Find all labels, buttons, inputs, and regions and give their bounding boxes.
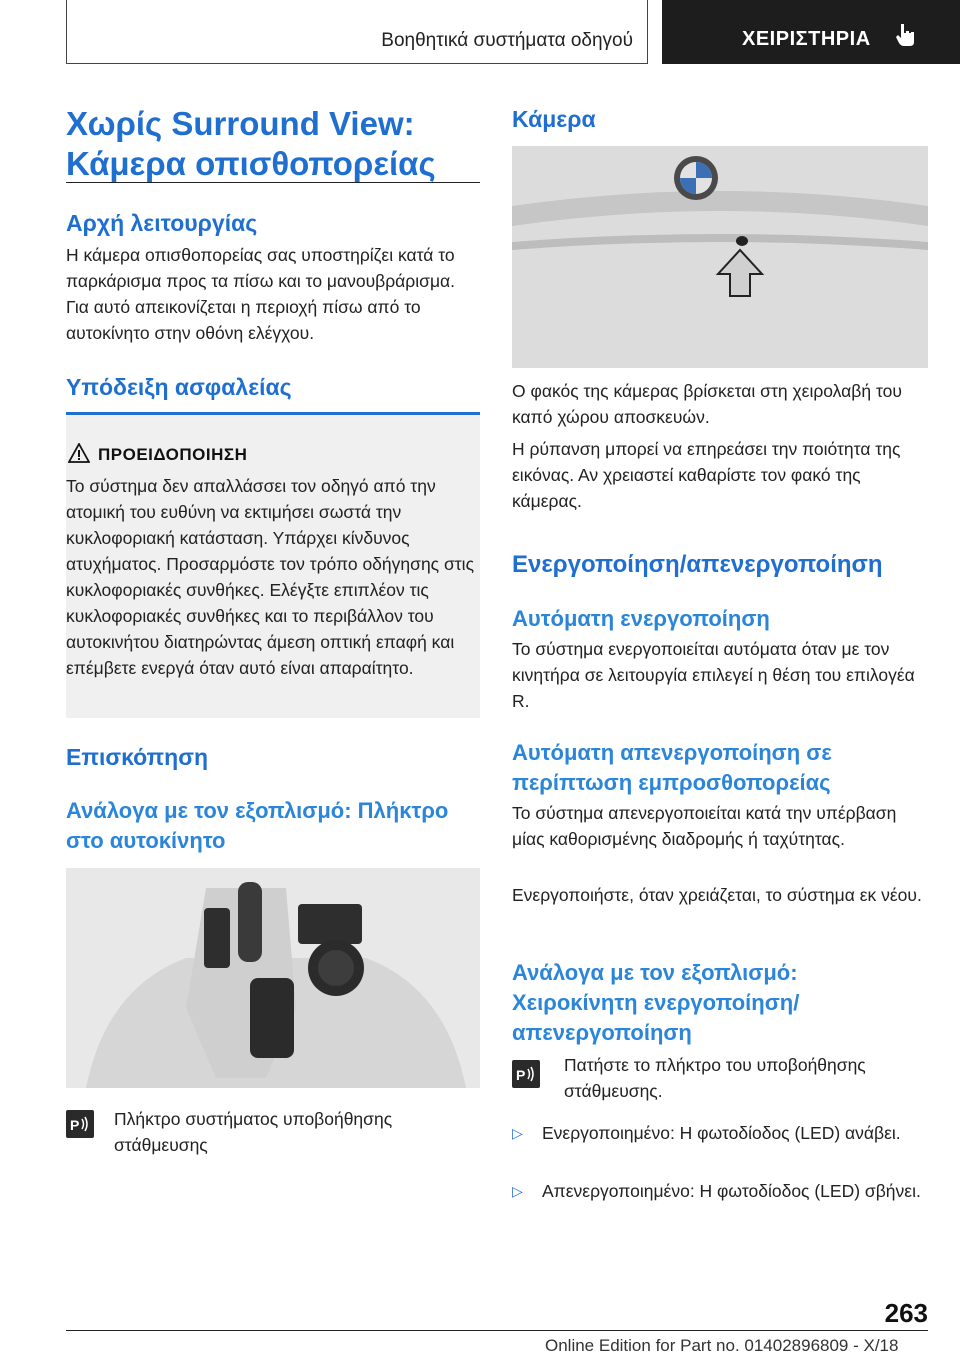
title-divider: [66, 182, 480, 183]
parking-assist-button-icon-2: [512, 1060, 540, 1088]
center-console-illustration: [66, 868, 480, 1088]
warning-box: [66, 412, 480, 718]
principle-text: Η κάμερα οπισθοπορείας σας υποστηρίζει κατά το παρκάρισμα προς τα πίσω και το μανουβράρισμα. Για αυτό απεικονίζεται η περιοχή πίσω από το αυτοκίνητο στην οθόνη ελέγχου.: [66, 245, 456, 343]
parking-assist-button-icon: [66, 1110, 94, 1138]
bullet-led-on: [512, 1120, 928, 1174]
camera-location-image: [512, 146, 928, 368]
equipment-button-heading: Ανάλογα με τον εξοπλισμό: Πλήκτρο στο αυτοκίνητο: [66, 798, 449, 853]
overview-heading: Επισκόπηση: [66, 744, 208, 770]
reactivate-text: Ενεργοποιήστε, όταν χρειάζεται, το σύστημα εκ νέου.: [512, 885, 922, 905]
auto-off-text: Το σύστημα απενεργοποιείται κατά την υπέρβαση μίας καθορισμένης διαδρομής ή ταχύτητας.: [512, 803, 897, 849]
camera-text-2: Η ρύπανση μπορεί να επηρεάσει την ποιότητα της εικόνας. Αν χρειαστεί καθαρίστε τον φακό της κάμερας.: [512, 439, 901, 511]
bullet-led-off: [512, 1178, 928, 1232]
principle-heading: Αρχή λειτουργίας: [66, 210, 258, 236]
section-title: Βοηθητικά συστήματα οδηγού: [381, 30, 633, 51]
camera-text-1: Ο φακός της κάμερας βρίσκεται στη χειρολαβή του καπό χώρου αποσκευών.: [512, 381, 902, 427]
footer-divider: [66, 1330, 928, 1331]
onoff-heading: Ενεργοποίηση/απενεργοποίηση: [512, 551, 883, 578]
center-console-image: [66, 868, 480, 1088]
chapter-tab[interactable]: [662, 0, 960, 64]
edition-footer: Online Edition for Part no. 01402896809 - X/18: [545, 1336, 899, 1355]
svg-text:P: P: [70, 1117, 80, 1133]
bullet-led-off-text: Απενεργοποιημένο: Η φωτοδίοδος (LED) σβήνει.: [542, 1181, 921, 1201]
auto-on-heading: Αυτόματη ενεργοποίηση: [512, 606, 770, 631]
bullet-triangle-icon: ▷: [512, 1183, 523, 1199]
page-number: 263: [884, 1298, 928, 1328]
page-title: Χωρίς Surround View: Κάμερα οπισθοπορείας: [66, 105, 436, 182]
trunk-camera-illustration: [512, 146, 928, 368]
bullet-triangle-icon: ▷: [512, 1125, 523, 1141]
button-caption: Πλήκτρο συστήματος υποβοήθησης στάθμευσης: [114, 1109, 393, 1155]
warning-text: Το σύστημα δεν απαλλάσσει τον οδηγό από την ατομική του ευθύνη να εκτιμήσει σωστά την κυκλοφοριακή κατάσταση. Υπάρχει κίνδυνος ατυχήματος. Προσαρμόστε τον τρόπο οδήγησης στις κυκλοφοριακές συνθήκες. Ελέγξτε επιπλέον τις κυκλοφοριακές συνθήκες και το περιβάλλον του αυτοκινήτου διατηρώντας άμεση οπτική επαφή και επέμβετε ενεργά όταν αυτό είναι απαραίτητο.: [66, 476, 475, 678]
camera-heading: Κάμερα: [512, 106, 596, 132]
warning-title: ΠΡΟΕΙΔΟΠΟΙΗΣΗ: [98, 445, 248, 464]
header-section-box: [66, 0, 648, 64]
svg-text:P: P: [516, 1067, 526, 1083]
chapter-label: ΧΕΙΡΙΣΤΗΡΙΑ: [742, 28, 871, 50]
warning-triangle-icon: [68, 443, 90, 463]
safety-heading: Υπόδειξη ασφαλείας: [66, 374, 292, 400]
bullet-led-on-text: Ενεργοποιημένο: Η φωτοδίοδος (LED) ανάβει.: [542, 1123, 901, 1143]
auto-on-text: Το σύστημα ενεργοποιείται αυτόματα όταν με τον κινητήρα σε λειτουργία επιλεγεί η θέση του επιλογέα R.: [512, 639, 915, 711]
hand-pointer-icon: [894, 22, 918, 48]
manual-onoff-heading: Ανάλογα με τον εξοπλισμό: Χειροκίνητη ενεργοποίηση/ απενεργοποίηση: [512, 960, 800, 1045]
auto-off-heading: Αυτόματη απενεργοποίηση σε περίπτωση εμπροσθοπορείας: [512, 740, 832, 795]
manual-text: Πατήστε το πλήκτρο του υποβοήθησης στάθμευσης.: [564, 1055, 866, 1101]
